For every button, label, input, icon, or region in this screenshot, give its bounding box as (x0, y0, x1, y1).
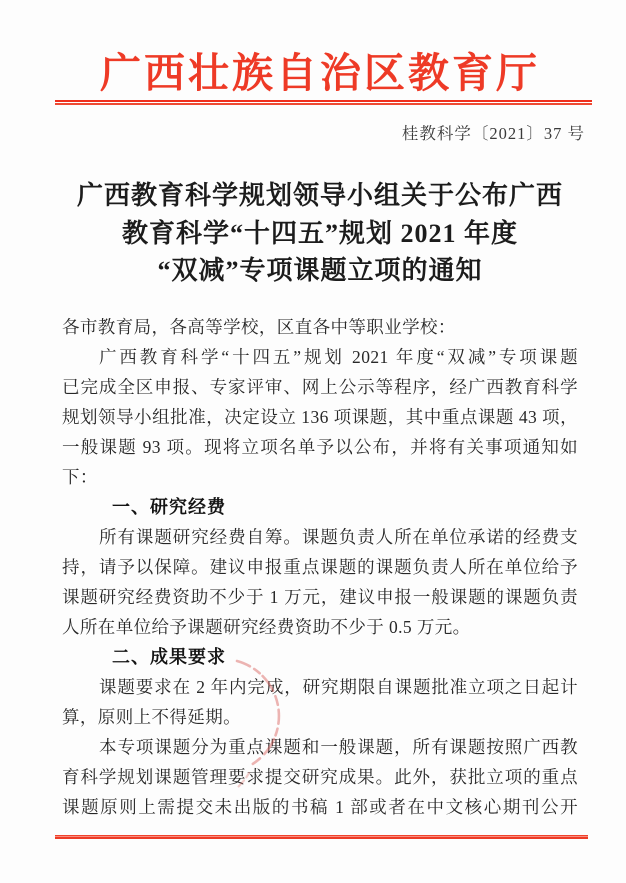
document-number: 桂教科学〔2021〕37 号 (401, 124, 585, 143)
section-heading-2: 二、成果要求 (112, 647, 226, 667)
notice-title-line-2: 教育科学“十四五”规划 2021 年度 (121, 218, 518, 248)
notice-title (0, 177, 626, 290)
body-line: 课题原则上需提交未出版的书稿 1 部或者在中文核心期刊公开 (62, 797, 578, 817)
body-line: 课题要求在 2 年内完成，研究期限自课题批准立项之日起计 (99, 677, 578, 697)
bottom-red-separator-line (55, 835, 588, 839)
body-line: 课题研究经费资助不少于 1 万元，建议申报一般课题的课题负责 (62, 587, 578, 607)
header-red-separator-line (55, 100, 592, 105)
recipients-line: 各市教育局，各高等学校，区直各中等职业学校： (62, 317, 456, 337)
body-line: 一般课题 93 项。现将立项名单予以公布，并将有关事项通知如 (62, 437, 578, 457)
body-line: 算，原则上不得延期。 (62, 707, 241, 727)
section-heading-1: 一、研究经费 (112, 497, 226, 517)
body-line: 育科学规划课题管理要求提交研究成果。此外，获批立项的重点 (62, 767, 578, 787)
body-line: 持，请予以保障。建议申报重点课题的课题负责人所在单位给予 (62, 557, 578, 577)
body-line: 已完成全区申报、专家评审、网上公示等程序，经广西教育科学 (62, 377, 578, 397)
notice-title-line-1: 广西教育科学规划领导小组关于公布广西 (76, 181, 563, 210)
body-line: 本专项课题分为重点课题和一般课题，所有课题按照广西教 (99, 737, 578, 757)
body-line: 广西教育科学“十四五”规划 2021 年度“双减”专项课题 (99, 347, 578, 367)
body-line: 所有课题研究经费自筹。课题负责人所在单位承诺的经费支 (99, 527, 578, 547)
notice-body (62, 312, 578, 822)
agency-name: 广西壮族自治区教育厅 (100, 50, 540, 96)
body-line: 规划领导小组批准，决定设立 136 项课题，其中重点课题 43 项， (62, 407, 578, 427)
body-line: 人所在单位给予课题研究经费资助不少于 0.5 万元。 (62, 617, 471, 637)
notice-title-line-3: “双减”专项课题立项的通知 (157, 256, 483, 285)
body-line: 下： (62, 467, 98, 487)
